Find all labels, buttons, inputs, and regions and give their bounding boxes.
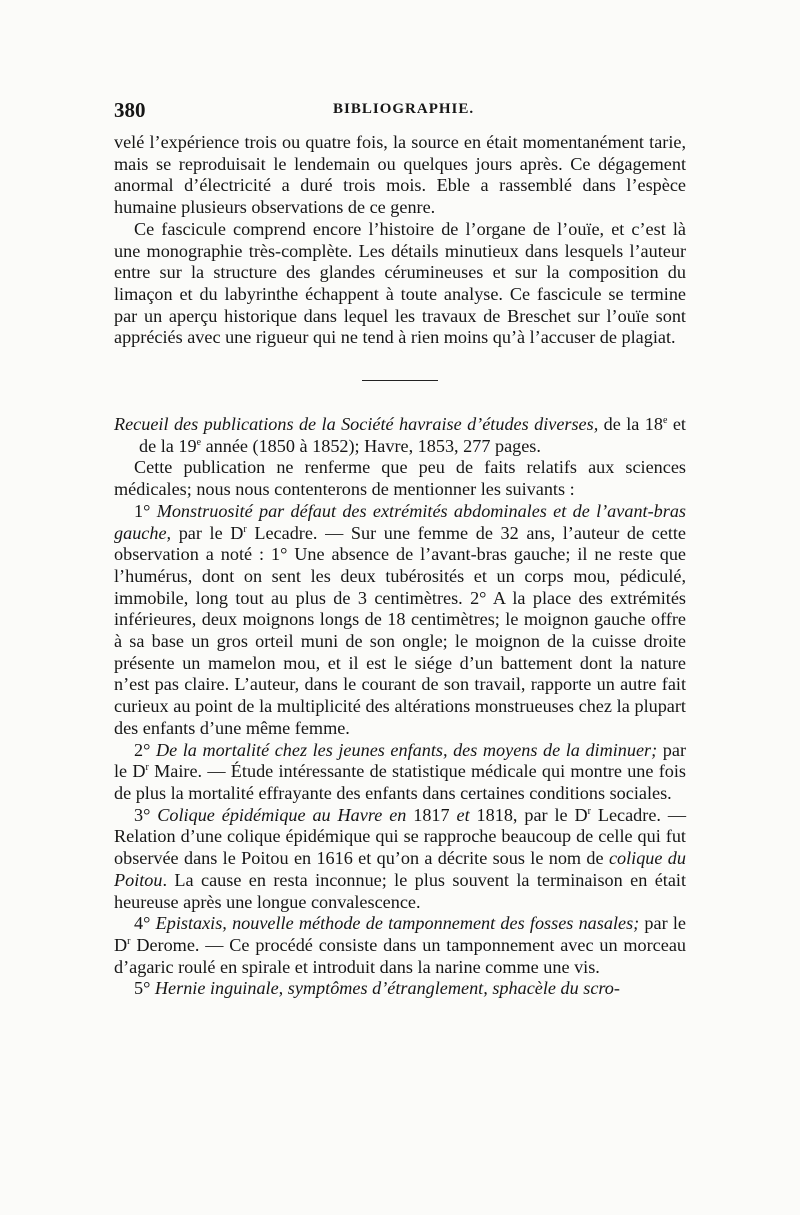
list-item-1: 1° Monstruosité par défaut des extrémités abdominales et de l’avant-bras gauche, par le $D^r$ Lecadre. — Sur une femme de 32 ans, l’auteur de cette observation a noté : 1° Une absence de l’avant-bras gauche; il ne reste que l’humérus, dont on sent les deux tubérosités et un corps mou, pédiculé, immobile, long tout au plus de 3 centimètres. 2° A la place des extrémités inférieures, deux moignons longs de 18 centimètres; le moignon gauche offre à sa base un gros orteil muni de son ongle; le moignon de la cuisse droite présente un mamelon mou, et il est le siége d’un battement dont la nature n’est pas claire. L’auteur, dans le courant de son travail, rapporte un autre fait curieux au point de la multiplicité des altérations monstrueuses chez la plupart des enfants d’une même femme.	[114, 500, 686, 738]
item-title: De la mortalité chez les jeunes enfants, des moyens de la diminuer;	[155, 739, 658, 760]
page-number: 380	[114, 98, 146, 122]
running-title: BIBLIOGRAPHIE.	[333, 101, 475, 117]
list-item-4: 4° Epistaxis, nouvelle méthode de tamponnement des fosses nasales; par le $D^r$ Derome. — Ce procédé consiste dans un tamponnement avec un morceau d’agaric roulé en spirale et introduit dans la narine comme une vis.	[114, 913, 687, 977]
paragraph-ear-fascicle: Ce fascicule comprend encore l’histoire de l’organe de l’ouïe, et c’est là une monographie très-complète. Les détails minutieux dans lesquels l’auteur entre sur la structure des glandes cérumineuses et sur la composition du limaçon et du labyrinthe échappent à toute analyse. Ce fascicule se termine par un aperçu historique dans lequel les travaux de Breschet sur l’ouïe sont appréciés avec une rigueur qui ne tend à rien moins qu’à l’accuser de plagiat.	[114, 218, 686, 348]
citation-title: Recueil des publications de la Société havraise d’études diverses,	[114, 414, 599, 435]
page-body	[114, 132, 686, 1000]
list-item-5: 5° Hernie inguinale, symptômes d’étranglement, sphacèle du scro-	[134, 978, 620, 999]
list-item-2: 2° De la mortalité chez les jeunes enfants, des moyens de la diminuer; par le $D^r$ Maire. — Étude intéressante de statistique médicale qui montre une fois de plus la mortalité effrayante des enfants dans certaines conditions sociales.	[114, 739, 686, 803]
list-item-3: 3° Colique épidémique au Havre en 1817 et 1818, par le $D^r$ Lecadre. — Relation d’une colique épidémique qui se rapproche beaucoup de celle qui fut observée dans le Poitou en 1616 et qu’on a décrite sous le nom de colique du Poitou. La cause en resta inconnue; le plus souvent la terminaison en était heureuse après une longue convalescence.	[114, 804, 687, 912]
paragraph-intro: Cette publication ne renferme que peu de faits relatifs aux sciences médicales; nous nous contenterons de mentionner les suivants :	[114, 457, 686, 500]
item-title: Epistaxis, nouvelle méthode de tamponnement des fosses nasales;	[155, 913, 640, 934]
paragraph-continuation: velé l’expérience trois ou quatre fois, la source en était momentanément tarie, mais se reproduisait le lendemain ou quelques jours après. Ce dégagement anormal d’électricité a duré trois mois. Eble a rassemblé dans l’espèce humaine plusieurs observations de ce genre.	[114, 132, 686, 218]
section-divider	[362, 380, 438, 381]
item-title: Colique épidémique au Havre en	[157, 804, 407, 825]
bibliographic-citation: Recueil des publications de la Société havraise d’études diverses, de la 18e et de la 19e année (1850 à 1852); Havre, 1853, 277 pages.	[114, 414, 686, 456]
page-header	[114, 98, 686, 124]
item-title: Hernie inguinale, symptômes d’étranglement, sphacèle du scro-	[154, 978, 620, 999]
item-title: Monstruosité par défaut des extrémités abdominales et de l’avant-bras gauche,	[114, 500, 686, 543]
